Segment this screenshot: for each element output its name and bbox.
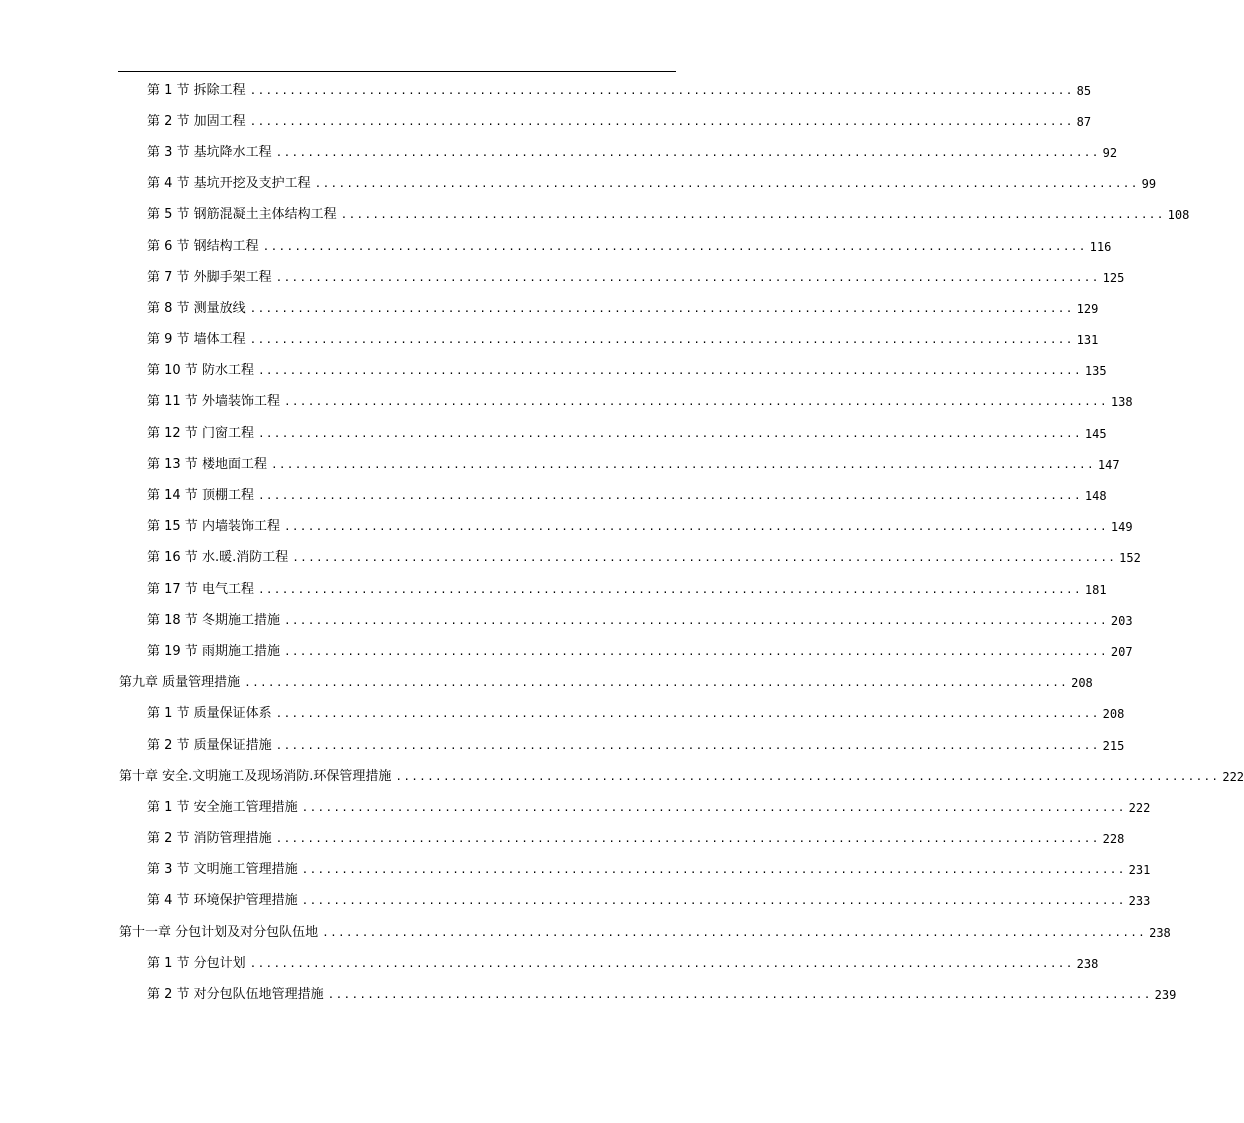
toc-chapter-entry[interactable] bbox=[0, 761, 1244, 792]
toc-entry-title: 第 10 节 防水工程 bbox=[147, 363, 254, 379]
toc-entry-title: 第 3 节 文明施工管理措施 bbox=[147, 862, 298, 878]
toc-entry[interactable] bbox=[0, 169, 1157, 200]
toc-entry[interactable] bbox=[0, 200, 1190, 231]
toc-entry-title: 第 5 节 钢筋混凝土主体结构工程 bbox=[147, 207, 337, 223]
toc-entry[interactable] bbox=[0, 512, 1133, 543]
dot-leader: ........................................................................................................ bbox=[275, 738, 1100, 752]
dot-leader: ........................................................................................................ bbox=[249, 956, 1074, 970]
dot-leader: ........................................................................................................ bbox=[249, 114, 1074, 128]
toc-entry[interactable] bbox=[0, 699, 1125, 730]
toc-entry[interactable] bbox=[0, 231, 1112, 262]
table-of-contents bbox=[0, 75, 1244, 1011]
dot-leader: ........................................................................................................ bbox=[257, 426, 1082, 440]
toc-entry[interactable] bbox=[0, 886, 1151, 917]
toc-entry[interactable] bbox=[0, 979, 1177, 1010]
toc-entry-page: 131 bbox=[1076, 333, 1099, 348]
toc-entry[interactable] bbox=[0, 730, 1125, 761]
toc-entry-title: 第 11 节 外墙装饰工程 bbox=[147, 394, 280, 410]
toc-entry[interactable] bbox=[0, 325, 1099, 356]
toc-entry-page: 239 bbox=[1154, 988, 1177, 1003]
toc-entry-page: 238 bbox=[1149, 925, 1171, 940]
dot-leader: ........................................................................................................ bbox=[292, 551, 1117, 565]
header-rule bbox=[118, 71, 676, 72]
toc-entry-title: 第 3 节 基坑降水工程 bbox=[147, 144, 272, 160]
toc-entry-title: 第 2 节 对分包队伍地管理措施 bbox=[147, 987, 324, 1003]
dot-leader: ........................................................................................................ bbox=[283, 395, 1108, 409]
toc-entry-title: 第 1 节 拆除工程 bbox=[147, 82, 246, 98]
dot-leader: ........................................................................................................ bbox=[249, 301, 1074, 315]
toc-entry-title: 第 4 节 环境保护管理措施 bbox=[147, 893, 298, 909]
toc-entry[interactable] bbox=[0, 574, 1107, 605]
toc-entry[interactable] bbox=[0, 262, 1125, 293]
toc-entry-page: 129 bbox=[1076, 301, 1099, 316]
toc-entry-page: 149 bbox=[1110, 520, 1133, 535]
toc-entry-page: 108 bbox=[1167, 208, 1190, 223]
toc-entry-title: 第 16 节 水.暖.消防工程 bbox=[147, 550, 289, 566]
dot-leader: ........................................................................................................ bbox=[275, 270, 1100, 284]
dot-leader: ........................................................................................................ bbox=[249, 333, 1074, 347]
toc-entry-title: 第 1 节 安全施工管理措施 bbox=[147, 799, 298, 815]
toc-entry[interactable] bbox=[0, 824, 1125, 855]
dot-leader: ........................................................................................................ bbox=[301, 863, 1126, 877]
toc-entry-page: 147 bbox=[1097, 457, 1120, 472]
toc-entry-page: 238 bbox=[1076, 956, 1099, 971]
toc-entry-page: 125 bbox=[1102, 270, 1125, 285]
toc-entry-page: 116 bbox=[1089, 239, 1112, 254]
toc-entry-page: 145 bbox=[1084, 426, 1107, 441]
toc-entry-page: 85 bbox=[1076, 83, 1092, 98]
toc-entry[interactable] bbox=[0, 418, 1107, 449]
dot-leader: ........................................................................................................ bbox=[301, 894, 1126, 908]
toc-entry-title: 第 2 节 加固工程 bbox=[147, 113, 246, 129]
toc-entry-title: 第 9 节 墙体工程 bbox=[147, 332, 246, 348]
toc-entry-title: 第九章 质量管理措施 bbox=[119, 675, 241, 691]
toc-entry[interactable] bbox=[0, 293, 1099, 324]
toc-entry-title: 第 17 节 电气工程 bbox=[147, 581, 254, 597]
toc-chapter-entry[interactable] bbox=[0, 668, 1093, 699]
dot-leader: ........................................................................................................ bbox=[249, 83, 1074, 97]
toc-entry[interactable] bbox=[0, 636, 1133, 667]
toc-entry-title: 第 19 节 雨期施工措施 bbox=[147, 643, 280, 659]
dot-leader: ........................................................................................................ bbox=[327, 988, 1152, 1002]
toc-entry-title: 第 15 节 内墙装饰工程 bbox=[147, 519, 280, 535]
toc-entry[interactable] bbox=[0, 855, 1151, 886]
dot-leader: ........................................................................................................ bbox=[257, 489, 1082, 503]
toc-entry-page: 231 bbox=[1128, 863, 1151, 878]
toc-entry[interactable] bbox=[0, 792, 1151, 823]
toc-entry[interactable] bbox=[0, 449, 1120, 480]
toc-entry-page: 135 bbox=[1084, 364, 1107, 379]
toc-entry-page: 228 bbox=[1102, 832, 1125, 847]
toc-entry-title: 第 2 节 质量保证措施 bbox=[147, 737, 272, 753]
toc-entry[interactable] bbox=[0, 480, 1107, 511]
toc-entry-page: 138 bbox=[1110, 395, 1133, 410]
dot-leader: ........................................................................................................ bbox=[270, 457, 1095, 471]
toc-entry-page: 152 bbox=[1119, 551, 1141, 566]
toc-entry-title: 第 1 节 质量保证体系 bbox=[147, 706, 272, 722]
dot-leader: ........................................................................................................ bbox=[340, 208, 1165, 222]
toc-entry-page: 222 bbox=[1128, 800, 1151, 815]
dot-leader: ........................................................................................................ bbox=[257, 364, 1082, 378]
toc-entry-page: 92 bbox=[1102, 145, 1118, 160]
toc-entry-page: 203 bbox=[1110, 613, 1133, 628]
toc-entry-page: 208 bbox=[1102, 707, 1125, 722]
toc-entry-page: 233 bbox=[1128, 894, 1151, 909]
toc-entry-title: 第十一章 分包计划及对分包队伍地 bbox=[119, 924, 319, 940]
toc-entry-page: 87 bbox=[1076, 114, 1092, 129]
dot-leader: ........................................................................................................ bbox=[283, 613, 1108, 627]
dot-leader: ........................................................................................................ bbox=[395, 769, 1220, 783]
toc-entry-title: 第 18 节 冬期施工措施 bbox=[147, 612, 280, 628]
toc-entry-title: 第 1 节 分包计划 bbox=[147, 955, 246, 971]
dot-leader: ........................................................................................................ bbox=[262, 239, 1087, 253]
toc-entry[interactable] bbox=[0, 106, 1092, 137]
toc-entry-title: 第 12 节 门窗工程 bbox=[147, 425, 254, 441]
toc-entry-page: 208 bbox=[1071, 676, 1093, 691]
dot-leader: ........................................................................................................ bbox=[275, 707, 1100, 721]
toc-chapter-entry[interactable] bbox=[0, 917, 1171, 948]
dot-leader: ........................................................................................................ bbox=[301, 800, 1126, 814]
toc-entry-page: 222 bbox=[1222, 769, 1244, 784]
dot-leader: ........................................................................................................ bbox=[283, 644, 1108, 658]
dot-leader: ........................................................................................................ bbox=[322, 925, 1147, 939]
toc-entry-title: 第十章 安全.文明施工及现场消防.环保管理措施 bbox=[119, 768, 392, 784]
toc-entry-title: 第 8 节 测量放线 bbox=[147, 300, 246, 316]
toc-entry[interactable] bbox=[0, 948, 1099, 979]
dot-leader: ........................................................................................................ bbox=[244, 676, 1069, 690]
toc-entry-title: 第 6 节 钢结构工程 bbox=[147, 238, 259, 254]
toc-entry-page: 99 bbox=[1141, 177, 1157, 192]
dot-leader: ........................................................................................................ bbox=[283, 520, 1108, 534]
dot-leader: ........................................................................................................ bbox=[275, 145, 1100, 159]
dot-leader: ........................................................................................................ bbox=[275, 832, 1100, 846]
toc-entry[interactable] bbox=[0, 605, 1133, 636]
toc-entry[interactable] bbox=[0, 137, 1118, 168]
toc-entry-title: 第 14 节 顶棚工程 bbox=[147, 488, 254, 504]
toc-entry[interactable] bbox=[0, 543, 1141, 574]
dot-leader: ........................................................................................................ bbox=[257, 582, 1082, 596]
toc-entry-page: 181 bbox=[1084, 582, 1107, 597]
toc-entry-title: 第 2 节 消防管理措施 bbox=[147, 831, 272, 847]
toc-entry-page: 148 bbox=[1084, 489, 1107, 504]
toc-entry[interactable] bbox=[0, 75, 1092, 106]
toc-entry-title: 第 4 节 基坑开挖及支护工程 bbox=[147, 176, 311, 192]
dot-leader: ........................................................................................................ bbox=[314, 177, 1139, 191]
toc-entry-page: 215 bbox=[1102, 738, 1125, 753]
toc-entry[interactable] bbox=[0, 387, 1133, 418]
toc-entry-title: 第 13 节 楼地面工程 bbox=[147, 456, 267, 472]
toc-entry[interactable] bbox=[0, 356, 1107, 387]
toc-entry-title: 第 7 节 外脚手架工程 bbox=[147, 269, 272, 285]
toc-entry-page: 207 bbox=[1110, 644, 1133, 659]
